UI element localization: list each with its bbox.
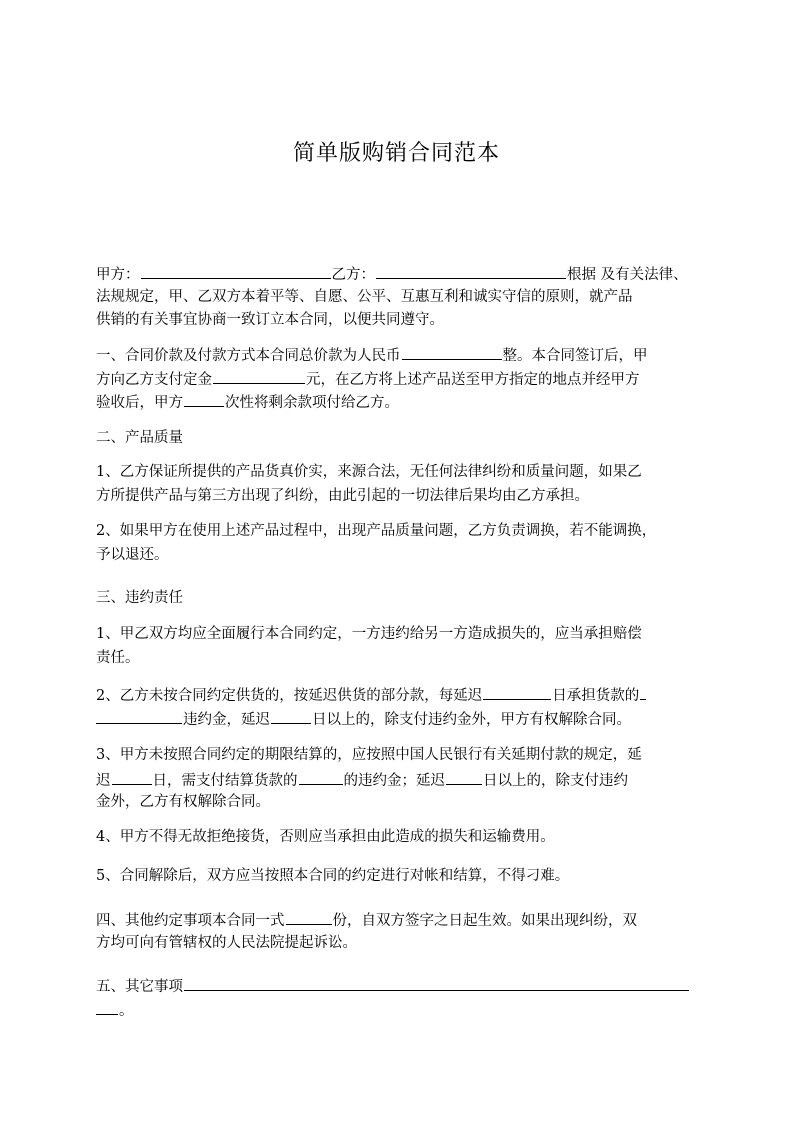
section-3-clause-3: 3、甲方未按照合同约定的期限结算的，应按照中国人民银行有关延期付款的规定，延 迟 日，需支付结算货款的 的违约金；延迟 日以上的，除支付违约 金外，乙方有权解除合同。 bbox=[96, 747, 642, 810]
party-b-blank[interactable] bbox=[376, 262, 566, 279]
section-1-price-payment: 一、合同价款及付款方式本合同总价款为人民币 整。本合同签订后，甲 方向乙方支付定金 元，在乙方将上述产品送至甲方指定的地点并经甲方 验收后，甲方 次性将剩余款项付给乙方。 bbox=[96, 343, 716, 414]
section-3-clause-2: 2、乙方未按合同约定供货的，按延迟供货的部分款，每延迟 日承担货款的 违约金，延迟 日以上的，除支付违约金外，甲方有权解除合同。 bbox=[96, 683, 716, 730]
payment-delay-days-blank[interactable] bbox=[112, 768, 152, 785]
section-2-clause-1: 1、乙方保证所提供的产品货真价实，来源合法，无任何法律纠纷和质量问题，如果乙 方所提供产品与第三方出现了纠纷，由此引起的一切法律后果均由乙方承担。 bbox=[96, 464, 642, 504]
penalty-rate-blank[interactable] bbox=[96, 707, 182, 724]
delay-days-blank[interactable] bbox=[483, 683, 551, 700]
parties-paragraph: 甲方： 乙方： 根据 及有关法律、 法规规定，甲、乙双方本着平等、自愿、公平、互惠互利和诚实守信的原则，就产品 供销的有关事宜协商一致订立本合同，以便共同遵守。 bbox=[96, 262, 716, 333]
other-matters-blank[interactable] bbox=[184, 974, 689, 991]
section-3-heading: 三、违约责任 bbox=[96, 590, 183, 606]
section-4-other-terms: 四、其他约定事项本合同一式 份，自双方签字之日起生效。如果出现纠纷，双 方均可向有管辖权的人民法院提起诉讼。 bbox=[96, 908, 716, 955]
delay-limit-blank[interactable] bbox=[271, 707, 311, 724]
document-title: 简单版购销合同范本 bbox=[292, 141, 500, 166]
payment-delay-limit-blank[interactable] bbox=[446, 768, 482, 785]
section-3-clause-5: 5、合同解除后，双方应当按照本合同的约定进行对帐和结算，不得刁难。 bbox=[96, 868, 570, 884]
party-b-label: 乙方： bbox=[331, 267, 375, 283]
section-2-clause-2: 2、如果甲方在使用上述产品过程中，出现产品质量问题，乙方负责调换，若不能调换， 予以退还。 bbox=[96, 523, 657, 563]
copies-blank[interactable] bbox=[286, 908, 332, 925]
total-price-blank[interactable] bbox=[402, 343, 502, 360]
section-3-clause-4: 4、甲方不得无故拒绝接货，否则应当承担由此造成的损失和运输费用。 bbox=[96, 829, 555, 845]
payment-count-blank[interactable] bbox=[184, 390, 224, 407]
section-3-clause-1: 1、甲乙双方均应全面履行本合同约定，一方违约给另一方造成损失的，应当承担赔偿 责任。 bbox=[96, 626, 642, 666]
payment-penalty-blank[interactable] bbox=[299, 768, 343, 785]
party-a-blank[interactable] bbox=[141, 262, 331, 279]
section-2-heading: 二、产品质量 bbox=[96, 430, 183, 446]
section-5-other-matters: 五、其它事项 。 bbox=[96, 974, 716, 1021]
party-a-label: 甲方： bbox=[96, 267, 140, 283]
deposit-blank[interactable] bbox=[213, 367, 305, 384]
